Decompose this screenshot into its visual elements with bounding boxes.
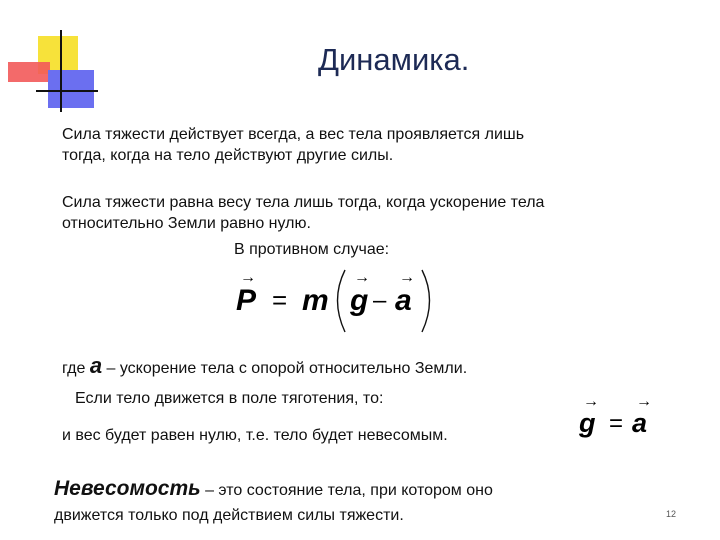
side-formula-equals: = bbox=[609, 410, 624, 437]
page-number: 12 bbox=[666, 509, 677, 519]
paragraph-gravity-always bbox=[62, 124, 622, 166]
formula-p: P bbox=[236, 284, 257, 317]
formula-g: g bbox=[350, 284, 369, 317]
gravity-field-line: Если тело движется в поле тяготения, то: bbox=[75, 390, 384, 407]
vector-arrow-g: → bbox=[354, 269, 370, 286]
logo-red-square bbox=[8, 62, 50, 82]
vector-arrow-p: → bbox=[240, 269, 256, 286]
slide-title: Динамика. bbox=[318, 42, 470, 77]
where-variable-a: a bbox=[89, 353, 103, 378]
weightlessness-term: Невесомость bbox=[54, 477, 201, 500]
weight-zero-line: и вес будет равен нулю, т.е. тело будет невесомым. bbox=[62, 427, 448, 444]
weight-formula-svg bbox=[232, 262, 442, 340]
weightlessness-description: – это состояние тела, при котором оно bbox=[200, 482, 493, 499]
paragraph-line: Сила тяжести равна весу тела лишь тогда, когда ускорение тела bbox=[62, 194, 545, 211]
g-equals-a-svg bbox=[575, 392, 665, 442]
paragraph-line: Сила тяжести действует всегда, а вес тела проявляется лишь bbox=[62, 126, 525, 143]
paragraph-line: тогда, когда на тело действуют другие силы. bbox=[62, 147, 394, 164]
formula-minus: – bbox=[373, 287, 387, 314]
otherwise-label: В противном случае: bbox=[234, 241, 390, 258]
weight-formula bbox=[232, 262, 442, 340]
where-a-line bbox=[62, 355, 467, 379]
side-formula-a: a bbox=[632, 408, 648, 438]
formula-equals: = bbox=[272, 285, 288, 315]
side-formula-g: g bbox=[579, 408, 596, 438]
weightlessness-definition bbox=[54, 478, 493, 501]
right-paren bbox=[422, 270, 430, 332]
logo-vertical-line bbox=[60, 30, 62, 112]
vector-arrow-g-side: → bbox=[583, 393, 599, 410]
where-prefix: где bbox=[62, 360, 86, 377]
logo-horizontal-line bbox=[36, 90, 98, 92]
formula-a: a bbox=[395, 284, 412, 317]
logo-blue-square bbox=[48, 70, 94, 108]
paragraph-gravity-equals-weight bbox=[62, 192, 642, 234]
vector-arrow-a-side: → bbox=[636, 393, 652, 410]
vector-arrow-a: → bbox=[399, 269, 415, 286]
where-description: – ускорение тела с опорой относительно Земли. bbox=[102, 360, 468, 377]
paragraph-line: относительно Земли равно нулю. bbox=[62, 215, 311, 232]
weightlessness-line2: движется только под действием силы тяжести. bbox=[54, 507, 404, 524]
g-equals-a-formula bbox=[575, 392, 665, 442]
formula-m: m bbox=[302, 284, 329, 317]
left-paren bbox=[338, 270, 346, 332]
